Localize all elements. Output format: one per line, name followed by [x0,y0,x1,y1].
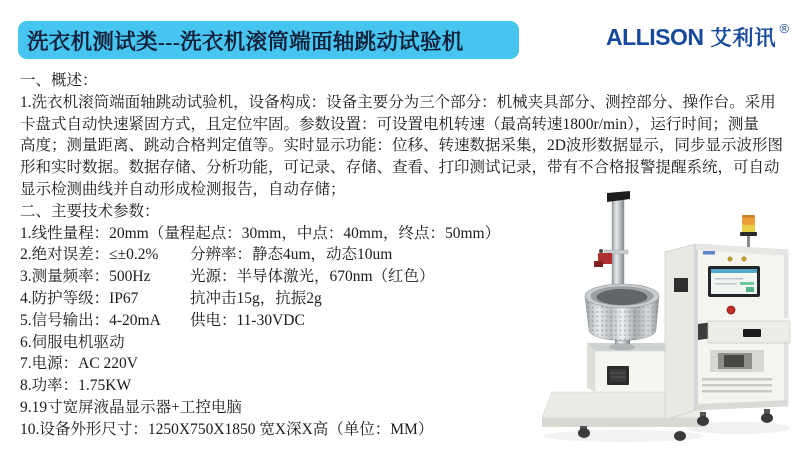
spec-left: 1.线性量程：20mm（量程起点：30mm，中点：40mm，终点：50mm） [20,224,501,242]
spec-left: 2.绝对误差：≤±0.2% [20,246,159,264]
overview-line: 形和实时数据。数据存储、分析功能，可记录、存储、查看、打印测试记录，带有不合格报警提醒系统，可自动 [20,159,780,177]
column-cap [607,191,630,202]
spec-left: 6.伺服电机驱动 [20,333,125,351]
cabinet-logo-mark [703,251,715,255]
spec-left: 4.防护等级：IP67 [20,289,139,307]
screen-titlebar [711,269,757,273]
keyboard-drawer [698,318,790,343]
overview-line: 卡盘式自动快速紧固方式，且定位牢固。参数设置：可设置电机转速（最高转速1800r/min），运行时间；测量 [20,115,759,133]
spec-left: 8.功率：1.75KW [20,377,132,395]
spec-right: 光源：半导体激光，670nm（红色） [190,268,435,286]
lower-recess [710,350,764,372]
brand-logo-latin: ALLISON [606,23,704,50]
base-vent [607,366,629,385]
spec-left: 7.电源：AC 220V [20,355,138,373]
spec-right: 抗冲击15g，抗振2g [190,289,322,307]
drum [585,284,659,341]
registered-trademark-icon: ® [779,20,790,36]
spec-left: 5.信号输出：4-20mA [20,311,161,329]
spec-right: 供电：11-30VDC [190,311,305,329]
page-title: 洗衣机测试类---洗衣机滚筒端面轴跳动试验机 [27,29,464,54]
spec-left: 10.设备外形尺寸：1250X750X1850 宽X深X高（单位：MM） [20,420,434,438]
overview-line: 高度；测量距离、跳动合格判定值等。实时显示功能：位移、转速数据采集，2D波形数据显示，同步显示波形图 [20,137,783,155]
overview-line: 1.洗衣机滚筒端面轴跳动试验机，设备构成：设备主要分为三个部分：机械夹具部分、测控部分、操作台。采用 [20,93,776,111]
spec-left: 3.测量频率：500Hz [20,268,151,286]
control-cabinet [665,215,790,426]
overview-heading: 一、概述： [20,72,98,89]
brand-logo-chinese: 艾利讯 [710,27,777,50]
title-banner [18,21,519,59]
signal-lamp [740,215,757,247]
monitor [708,266,760,297]
machine-photo [540,190,796,450]
drawer-handle [743,329,761,337]
side-vent [674,278,688,292]
brand-logo [606,22,789,52]
machine-illustration [540,190,796,450]
overview-line: 显示检测曲线并自动形成检测报告，自动存储； [20,180,346,198]
specs-heading: 二、主要技术参数： [20,202,160,220]
sensor-column [594,191,630,299]
spec-left: 9.19寸宽屏液晶显示器+工控电脑 [20,398,242,416]
spec-right: 分辨率：静态4um，动态10um [190,246,393,264]
emergency-button [727,306,735,314]
